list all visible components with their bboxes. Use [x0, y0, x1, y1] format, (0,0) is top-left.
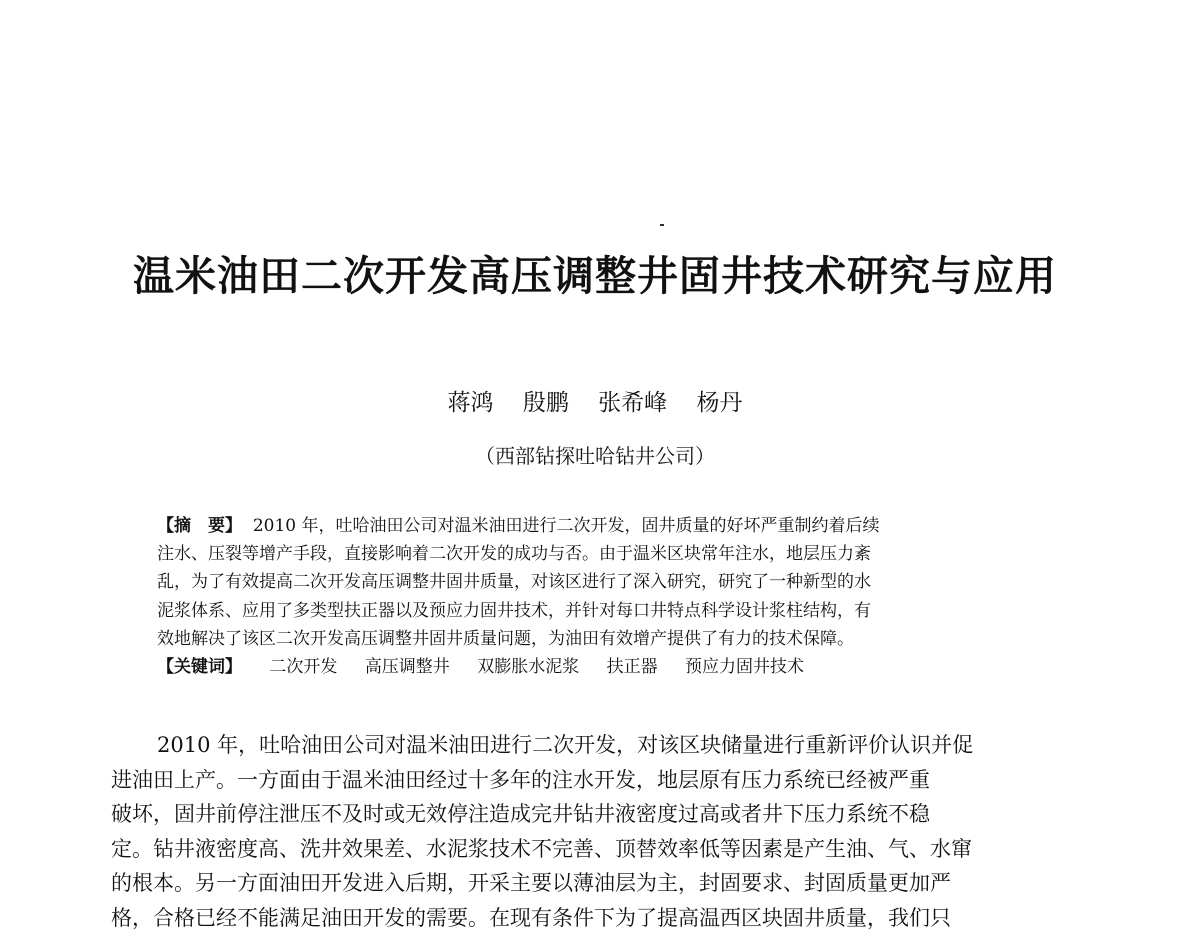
keyword: 高压调整井 — [364, 656, 450, 677]
body-line: 格，合格已经不能满足油田开发的需要。在现有条件下为了提高温西区块固井质量，我们只 — [111, 905, 951, 930]
abstract-line: 乱，为了有效提高二次开发高压调整井固井质量，对该区进行了深入研究，研究了一种新型的水 — [157, 572, 871, 593]
abstract-line: 注水、压裂等增产手段，直接影响着二次开发的成功与否。由于温米区块常年注水，地层压力紊 — [157, 544, 871, 565]
abstract-line: 效地解决了该区二次开发高压调整井固井质量问题，为油田有效增产提供了有力的技术保障。 — [157, 628, 854, 649]
body-line: 2010 年，吐哈油田公司对温米油田进行二次开发，对该区块储量进行重新评价认识并促 — [157, 733, 974, 757]
scan-speck — [660, 224, 664, 226]
abstract-line: 泥浆体系、应用了多类型扶正器以及预应力固井技术，并针对每口井特点科学设计浆柱结构，有 — [157, 600, 871, 621]
author-name: 蒋鸿 — [447, 390, 494, 416]
body-line: 破坏，固井前停注泄压不及时或无效停注造成完井钻井液密度过高或者井下压力系统不稳 — [111, 802, 930, 826]
affiliation: （西部钻探吐哈钻井公司） — [475, 444, 715, 468]
author-name: 殷鹏 — [522, 390, 569, 416]
keyword: 扶正器 — [606, 656, 658, 677]
body-line: 定。钻井液密度高、洗井效果差、水泥浆技术不完善、顶替效率低等因素是产生油、气、水窜 — [111, 836, 972, 861]
body-line: 的根本。另一方面油田开发进入后期，开采主要以薄油层为主，封固要求、封固质量更加严 — [111, 871, 951, 895]
author-list — [0, 387, 1190, 419]
keyword: 预应力固井技术 — [685, 656, 805, 677]
abstract-line — [157, 512, 1037, 540]
keywords-label: 【关键词】 — [157, 656, 242, 677]
abstract-block — [157, 512, 1037, 681]
author-name: 张希峰 — [598, 390, 668, 416]
author-name: 杨丹 — [696, 390, 743, 416]
keyword: 双膨胀水泥浆 — [477, 656, 580, 677]
paper-title: 温米油田二次开发高压调整井固井技术研究与应用 — [133, 252, 1057, 300]
body-paragraph — [111, 728, 1081, 935]
body-line: 进油田上产。一方面由于温米油田经过十多年的注水开发，地层原有压力系统已经被严重 — [111, 767, 930, 792]
abstract-label: 【摘 要】 — [157, 516, 242, 536]
abstract-text: 2010 年，吐哈油田公司对温米油田进行二次开发，固井质量的好坏严重制约着后续 — [252, 516, 880, 536]
keyword: 二次开发 — [269, 656, 338, 677]
keywords-line — [157, 653, 1037, 681]
